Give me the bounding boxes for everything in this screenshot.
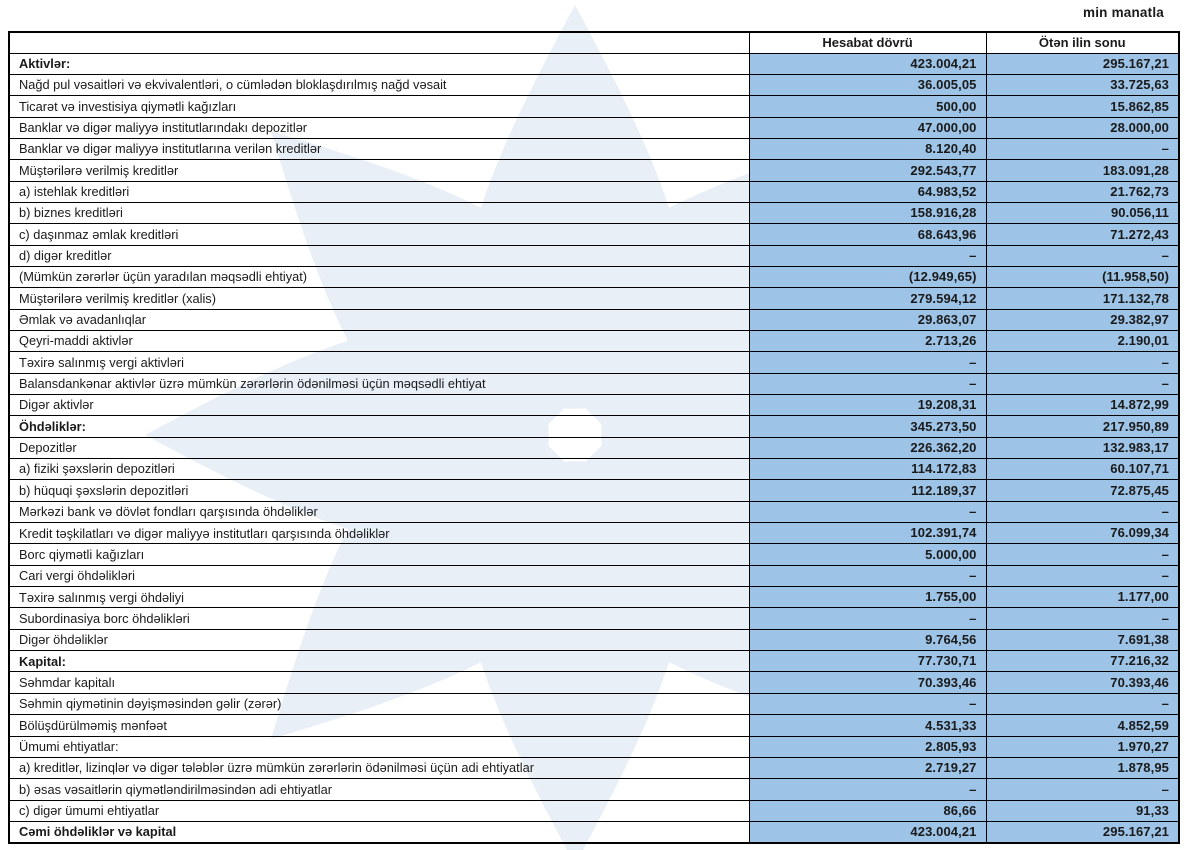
previous-year-end-value: 2.190,01 [986,330,1179,351]
previous-year-end-value: 7.691,38 [986,629,1179,650]
row-label: Səhmin qiymətinin dəyişməsindən gəlir (zərər) [9,693,749,714]
current-period-value: 4.531,33 [749,715,986,736]
table-header [9,32,1179,53]
table-row [9,352,1179,373]
table-row [9,224,1179,245]
unit-label: min manatla [1083,5,1164,20]
row-label: Nağd pul vəsaitləri və ekvivalentləri, o cümlədən bloklaşdırılmış nağd vəsait [9,74,749,95]
table-row [9,608,1179,629]
row-label: Kapital: [9,651,749,672]
current-period-value: 102.391,74 [749,523,986,544]
row-label: Bölüşdürülməmiş mənfəət [9,715,749,736]
table-row [9,309,1179,330]
previous-year-end-value: 76.099,34 [986,523,1179,544]
current-period-value: 8.120,40 [749,138,986,159]
previous-year-end-value: 132.983,17 [986,437,1179,458]
previous-year-end-value: – [986,544,1179,565]
current-period-value: – [749,608,986,629]
table-row [9,565,1179,586]
row-label: Digər aktivlər [9,395,749,416]
row-label: Kredit təşkilatları və digər maliyyə institutları qarşısında öhdəliklər [9,523,749,544]
previous-year-end-value: 295.167,21 [986,53,1179,74]
row-label: Borc qiymətli kağızları [9,544,749,565]
previous-year-end-value: 1.878,95 [986,757,1179,778]
current-period-value: 9.764,56 [749,629,986,650]
current-period-value: 2.805,93 [749,736,986,757]
table-row [9,202,1179,223]
current-period-value: 114.172,83 [749,459,986,480]
previous-year-end-value: (11.958,50) [986,266,1179,287]
row-label: Ticarət və investisiya qiymətli kağızları [9,96,749,117]
current-period-value: 5.000,00 [749,544,986,565]
current-period-value: 500,00 [749,96,986,117]
current-period-value: – [749,693,986,714]
current-period-value: – [749,779,986,800]
previous-year-end-value: 77.216,32 [986,651,1179,672]
row-label: Əmlak və avadanlıqlar [9,309,749,330]
current-period-value: 47.000,00 [749,117,986,138]
empty-header-cell [9,32,749,53]
table-row [9,53,1179,74]
table-row [9,757,1179,778]
row-label: b) hüquqi şəxslərin depozitləri [9,480,749,501]
row-label: Ümumi ehtiyatlar: [9,736,749,757]
row-label: Cəmi öhdəliklər və kapital [9,821,749,843]
previous-year-end-value: 14.872,99 [986,395,1179,416]
row-label: Təxirə salınmış vergi öhdəliyi [9,587,749,608]
table-row [9,181,1179,202]
row-label: d) digər kreditlər [9,245,749,266]
row-label: Qeyri-maddi aktivlər [9,330,749,351]
table-row [9,800,1179,821]
row-label: a) fiziki şəxslərin depozitləri [9,459,749,480]
current-period-value: 19.208,31 [749,395,986,416]
row-label: Müştərilərə verilmiş kreditlər [9,160,749,181]
previous-year-end-value: 1.177,00 [986,587,1179,608]
previous-year-end-value: 4.852,59 [986,715,1179,736]
row-label: Təxirə salınmış vergi aktivləri [9,352,749,373]
current-period-value: 29.863,07 [749,309,986,330]
table-row [9,693,1179,714]
row-label: Cari vergi öhdəlikləri [9,565,749,586]
current-period-value: 2.713,26 [749,330,986,351]
table-row [9,459,1179,480]
table-row [9,651,1179,672]
previous-year-end-value: 15.862,85 [986,96,1179,117]
previous-year-end-value: – [986,608,1179,629]
header-row [9,32,1179,53]
table-row [9,715,1179,736]
table-row [9,480,1179,501]
row-label: Mərkəzi bank və dövlət fondları qarşısında öhdəliklər [9,501,749,522]
previous-year-end-value: – [986,565,1179,586]
previous-year-end-value: 72.875,45 [986,480,1179,501]
table-row [9,672,1179,693]
table-row [9,266,1179,287]
previous-year-end-value: 60.107,71 [986,459,1179,480]
balance-sheet-table [8,31,1180,844]
row-label: Depozitlər [9,437,749,458]
current-period-value: 77.730,71 [749,651,986,672]
table-row [9,736,1179,757]
previous-year-end-value: 217.950,89 [986,416,1179,437]
column-header-previous-year-end: Ötən ilin sonu [986,32,1179,53]
current-period-value: 86,66 [749,800,986,821]
table-row [9,629,1179,650]
current-period-value: 423.004,21 [749,53,986,74]
row-label: b) biznes kreditləri [9,202,749,223]
row-label: (Mümkün zərərlər üçün yaradılan məqsədli ehtiyat) [9,266,749,287]
row-label: Səhmdar kapitalı [9,672,749,693]
previous-year-end-value: 183.091,28 [986,160,1179,181]
previous-year-end-value: 91,33 [986,800,1179,821]
previous-year-end-value: 28.000,00 [986,117,1179,138]
table-row [9,395,1179,416]
table-row [9,288,1179,309]
current-period-value: 279.594,12 [749,288,986,309]
previous-year-end-value: – [986,245,1179,266]
table-row [9,501,1179,522]
previous-year-end-value: 90.056,11 [986,202,1179,223]
previous-year-end-value: 295.167,21 [986,821,1179,843]
current-period-value: 68.643,96 [749,224,986,245]
column-header-current-period: Hesabat dövrü [749,32,986,53]
row-label: Banklar və digər maliyyə institutlarına verilən kreditlər [9,138,749,159]
row-label: a) istehlak kreditləri [9,181,749,202]
row-label: Subordinasiya borc öhdəlikləri [9,608,749,629]
previous-year-end-value: – [986,352,1179,373]
previous-year-end-value: 21.762,73 [986,181,1179,202]
table-row [9,245,1179,266]
row-label: Müştərilərə verilmiş kreditlər (xalis) [9,288,749,309]
row-label: Digər öhdəliklər [9,629,749,650]
table-row [9,821,1179,843]
row-label: c) digər ümumi ehtiyatlar [9,800,749,821]
previous-year-end-value: – [986,693,1179,714]
table-row [9,779,1179,800]
row-label: a) kreditlər, lizinqlər və digər tələblər üzrə mümkün zərərlərin ödənilməsi üçün adi ehtiyatlar [9,757,749,778]
previous-year-end-value: 1.970,27 [986,736,1179,757]
table-body [9,53,1179,843]
current-period-value: 292.543,77 [749,160,986,181]
current-period-value: – [749,565,986,586]
previous-year-end-value: 33.725,63 [986,74,1179,95]
current-period-value: 36.005,05 [749,74,986,95]
table-row [9,416,1179,437]
previous-year-end-value: – [986,779,1179,800]
table-row [9,74,1179,95]
current-period-value: 1.755,00 [749,587,986,608]
row-label: b) əsas vəsaitlərin qiymətləndirilməsindən adi ehtiyatlar [9,779,749,800]
current-period-value: 345.273,50 [749,416,986,437]
previous-year-end-value: – [986,138,1179,159]
row-label: Aktivlər: [9,53,749,74]
current-period-value: – [749,373,986,394]
row-label: Öhdəliklər: [9,416,749,437]
current-period-value: 423.004,21 [749,821,986,843]
table-row [9,138,1179,159]
table-row [9,117,1179,138]
previous-year-end-value: 29.382,97 [986,309,1179,330]
current-period-value: 70.393,46 [749,672,986,693]
current-period-value: (12.949,65) [749,266,986,287]
current-period-value: – [749,352,986,373]
table-row [9,523,1179,544]
table-row [9,544,1179,565]
table-row [9,330,1179,351]
current-period-value: 64.983,52 [749,181,986,202]
table-row [9,437,1179,458]
previous-year-end-value: 71.272,43 [986,224,1179,245]
row-label: Banklar və digər maliyyə institutlarındakı depozitlər [9,117,749,138]
table-row [9,373,1179,394]
table-row [9,96,1179,117]
table-row [9,160,1179,181]
row-label: c) daşınmaz əmlak kreditləri [9,224,749,245]
previous-year-end-value: – [986,373,1179,394]
current-period-value: 226.362,20 [749,437,986,458]
previous-year-end-value: 171.132,78 [986,288,1179,309]
current-period-value: 2.719,27 [749,757,986,778]
current-period-value: 158.916,28 [749,202,986,223]
row-label: Balansdankənar aktivlər üzrə mümkün zərərlərin ödənilməsi üçün məqsədli ehtiyat [9,373,749,394]
previous-year-end-value: – [986,501,1179,522]
current-period-value: 112.189,37 [749,480,986,501]
table-row [9,587,1179,608]
current-period-value: – [749,245,986,266]
current-period-value: – [749,501,986,522]
previous-year-end-value: 70.393,46 [986,672,1179,693]
